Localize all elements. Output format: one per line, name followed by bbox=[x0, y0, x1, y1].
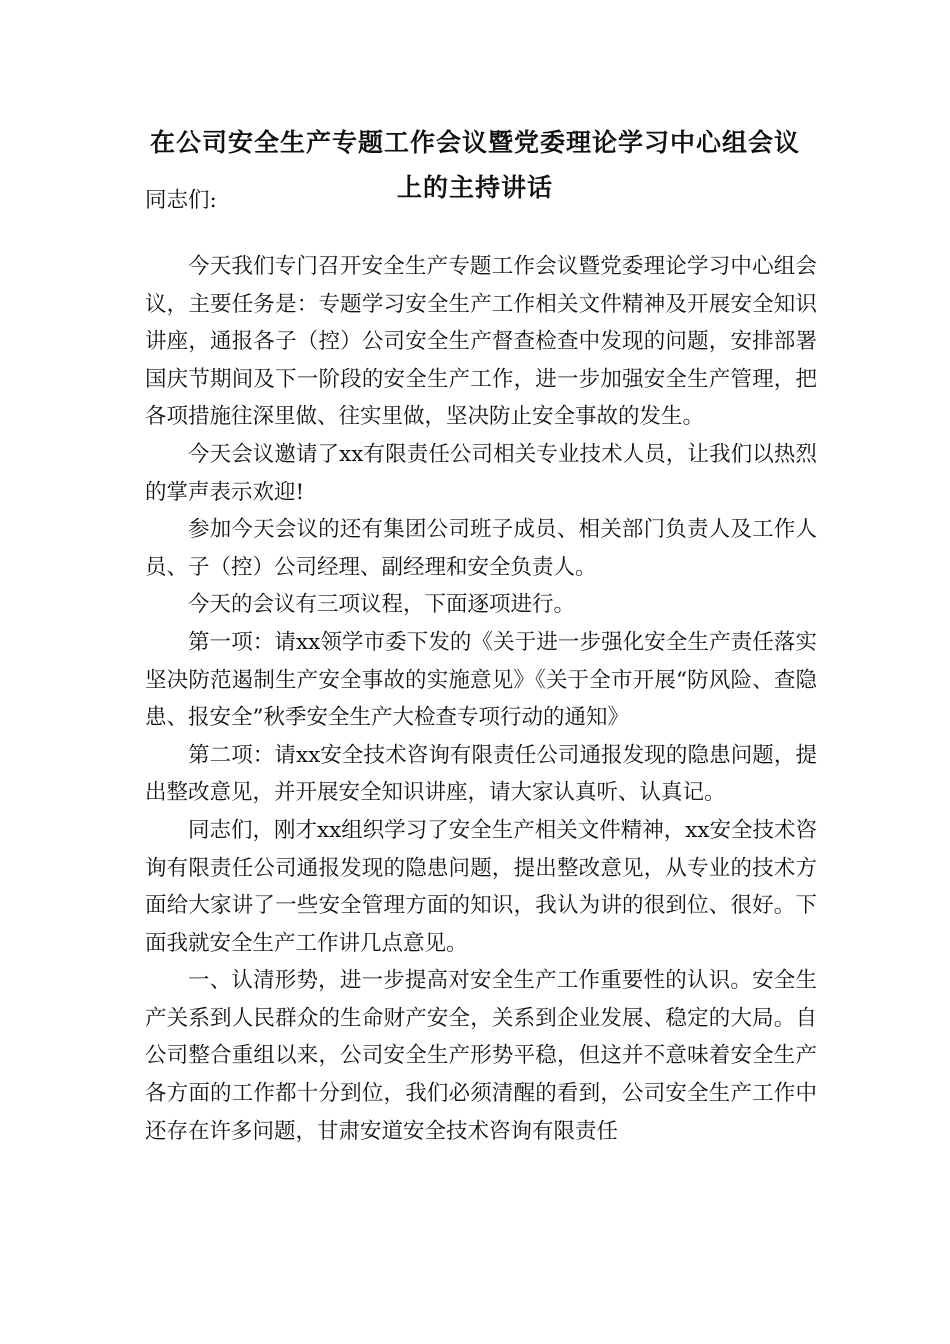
document-title-line-2: 上的主持讲话 bbox=[396, 173, 553, 202]
document-title-line-1: 在公司安全生产专题工作会议暨党委理论学习中心组会议 bbox=[149, 128, 800, 157]
greeting: 同志们: bbox=[145, 188, 217, 213]
paragraph: 一、认清形势，进一步提高对安全生产工作重要性的认识。安全生产关系到人民群众的生命财产安全，关系到企业发展、稳定的大局。自公司整合重组以来，公司安全生产形势平稳，但这并不意味着安全生产各方面的工作都十分到位，我们必须清醒的看到，公司安全生产工作中还存在许多问题，甘肃安道安全技术咨询有限责任 bbox=[145, 968, 817, 1144]
paragraph: 今天的会议有三项议程，下面逐项进行。 bbox=[188, 592, 576, 618]
document-body bbox=[145, 248, 817, 1150]
paragraph: 今天我们专门召开安全生产专题工作会议暨党委理论学习中心组会议，主要任务是：专题学习安全生产工作相关文件精神及开展安全知识讲座，通报各子（控）公司安全生产督查检查中发现的问题，安排部署国庆节期间及下一阶段的安全生产工作，进一步加强安全生产管理，把各项措施往深里做、往实里做，坚决防止安全事故的发生。 bbox=[145, 254, 817, 430]
paragraph: 第二项：请xx安全技术咨询有限责任公司通报发现的隐患问题，提出整改意见，并开展安全知识讲座，请大家认真听、认真记。 bbox=[145, 742, 817, 806]
paragraph: 今天会议邀请了xx有限责任公司相关专业技术人员，让我们以热烈的掌声表示欢迎! bbox=[145, 441, 817, 505]
paragraph: 同志们，刚才xx组织学习了安全生产相关文件精神，xx安全技术咨询有限责任公司通报发现的隐患问题，提出整改意见，从专业的技术方面给大家讲了一些安全管理方面的知识，我认为讲的很到位、很好。下面我就安全生产工作讲几点意见。 bbox=[145, 817, 818, 956]
paragraph: 参加今天会议的还有集团公司班子成员、相关部门负责人及工作人员、子（控）公司经理、副经理和安全负责人。 bbox=[145, 517, 817, 580]
paragraph: 第一项：请xx领学市委下发的《关于进一步强化安全生产责任落实坚决防范遏制生产安全事故的实施意见》《关于全市开展“防风险、查隐患、报安全”秋季安全生产大检查专项行动的通知》 bbox=[145, 629, 817, 731]
